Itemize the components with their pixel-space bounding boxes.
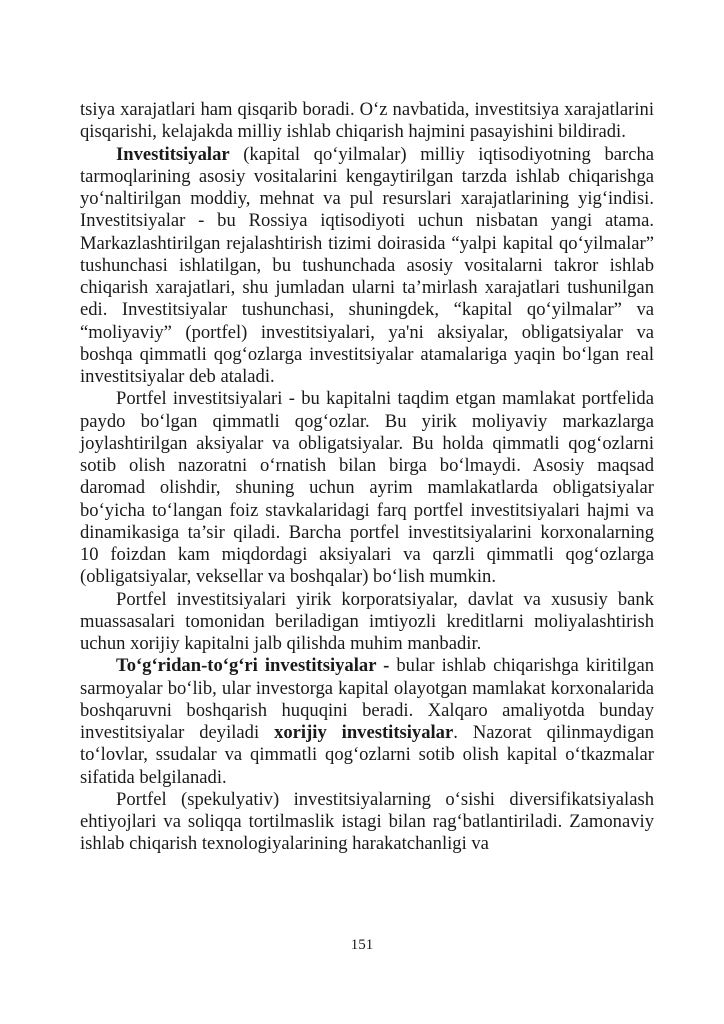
page-body bbox=[80, 99, 654, 856]
paragraph-speculative bbox=[80, 789, 654, 856]
paragraph-text: (kapital qo‘yilmalar) milliy iqtisodiyotning barcha tarmoqlarining asosiy vositalarini kengaytirilgan tarzda ishlab chiqarishga yo‘naltirilgan moddiy, mehnat va pul resurslari xarajatlarining yig‘indisi. Investitsiyalar - bu Rossiya iqtisodiyoti uchun nisbatan yangi atama. Markazlashtirilgan rejalashtirish tizimi doirasida “yalpi kapital qo‘yilmalar” tushunchasi ishlatilgan, bu tushunchada asosiy vositalarni takror ishlab chiqarish xarajatlari, shu jumladan ularni ta’mirlash xarajatlari tushunilgan edi. Investitsiyalar tushunchasi, shuningdek, “kapital qo‘yilmalar” va “moliyaviy” (portfel) investitsiyalari, ya'ni aksiyalar, obligatsiyalar va boshqa qimmatli qog‘ozlarga investitsiyalar atamalariga yaqin bo‘lgan real investitsiyalar deb ataladi. bbox=[80, 143, 654, 387]
paragraph-text: Portfel investitsiyalari - bu kapitalni taqdim etgan mamlakat portfelida paydo bo‘lgan qimmatli qog‘ozlar. Bu yirik moliyaviy markazlarga joylashtirilgan aksiyalar va obligatsiyalar. Bu holda qimmatli qog‘ozlarni sotib olish nazoratni o‘rnatish bilan birga bo‘lmaydi. Asosiy maqsad daromad olishdir, shuning uchun ayrim mamlakatlarda obligatsiyalar bo‘yicha to‘langan foiz stavkalaridagi farq portfel investitsiyalari hajmi va dinamikasiga ta’sir qiladi. Barcha portfel investitsiyalarini korxonalarning 10 foizdan kam miqdordagi aksiyalari va qarzli qimmatli qog‘ozlarga (obligatsiyalar, veksellar va boshqalar) bo‘lish mumkin. bbox=[80, 388, 654, 588]
paragraph-portfel-sources bbox=[80, 589, 654, 656]
paragraph-continuation bbox=[80, 99, 654, 144]
term-bold: To‘g‘ridan-to‘g‘ri investitsiyalar - bbox=[116, 655, 390, 677]
paragraph-portfel-investitsiyalari bbox=[80, 388, 654, 588]
term-bold: Investitsiyalar bbox=[116, 143, 230, 165]
paragraph-investitsiyalar-definition bbox=[80, 144, 654, 389]
page-number: 151 bbox=[350, 937, 374, 953]
paragraph-text: tsiya xarajatlari ham qisqarib boradi. O‘z navbatida, investitsiya xarajatlarini qisqarishi, kelajakda milliy ishlab chiqarish hajmini pasayishini bildiradi. bbox=[80, 99, 654, 143]
paragraph-text: Portfel (spekulyativ) investitsiyalarning o‘sishi diversifikatsiyalash ehtiyojlari va soliqqa tortilmaslik istagi bilan rag‘batlantiriladi. Zamonaviy ishlab chiqarish texnologiyalarining harakatchanligi va bbox=[80, 788, 654, 855]
paragraph-direct-investments bbox=[80, 655, 654, 789]
paragraph-text-tail: . Nazorat qilinmaydigan to‘lovlar, ssudalar va qimmatli qog‘ozlarni sotib olish kapital o‘tkazmalar sifatida belgilanadi. bbox=[80, 722, 655, 788]
paragraph-text: Portfel investitsiyalari yirik korporatsiyalar, davlat va xususiy bank muassasalari tomonidan beriladigan imtiyozli kreditlarni moliyalashtirish uchun xorijiy kapitalni jalb qilishda muhim manbadir. bbox=[80, 588, 654, 654]
term-bold-foreign: xorijiy investitsiyalar bbox=[274, 722, 454, 743]
paragraph-text: bular ishlab chiqarishga kiritilgan sarmoyalar bo‘lib, ular investorga kapital olayotgan mamlakat korxonalarida boshqaruvni boshqarish huquqini beradi. Xalqaro amaliyotda bunday investitsiyalar deyiladi bbox=[80, 655, 654, 743]
